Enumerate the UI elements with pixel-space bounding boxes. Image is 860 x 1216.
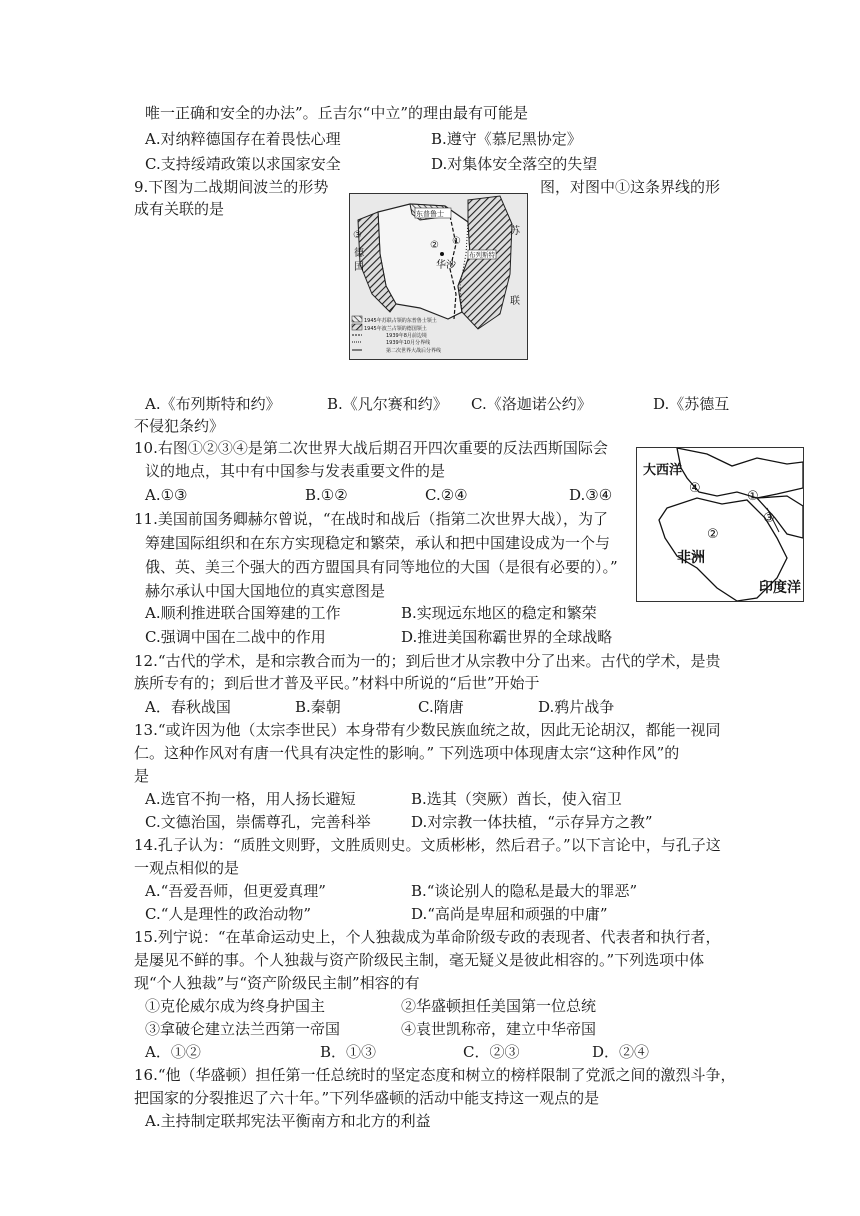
q15-option-b: B．①③ [320, 1043, 377, 1061]
q11-option-c: C.强调中国在二战中的作用 [145, 628, 326, 646]
q16-line2: 把国家的分裂推迟了六十年。”下列华盛顿的活动中能支持这一观点的是 [134, 1089, 600, 1107]
q8-line: 唯一正确和安全的办法”。丘吉尔“中立”的理由最有可能是 [145, 104, 529, 122]
q14-line1: 14.孔子认为：“质胜文则野，文胜质则史。文质彬彬，然后君子。”以下言论中，与孔子这 [134, 836, 721, 854]
label-1: ① [747, 489, 759, 504]
q11-option-a: A.顺利推进联合国筹建的工作 [145, 604, 341, 622]
q16-line1: 16.“他（华盛顿）担任第一任总统时的坚定态度和树立的榜样限制了党派之间的激烈斗争， [134, 1066, 736, 1084]
label-east-prussia: 东普鲁士 [416, 210, 444, 218]
q8-option-b: B.遵守《慕尼黑协定》 [431, 130, 582, 148]
svg-text:第二次世界大战后分界线: 第二次世界大战后分界线 [386, 348, 442, 354]
label-2: ② [707, 527, 719, 542]
poland-map [349, 193, 528, 360]
q13-option-d: D.对宗教一体扶植，“示存异方之教” [411, 813, 653, 831]
label-warsaw: 华沙 [436, 260, 456, 271]
q9-option-a: A.《布列斯特和约》 [145, 395, 281, 413]
q10-option-a: A.①③ [145, 486, 188, 504]
q13-option-a: A.选官不拘一格，用人扬长避短 [145, 790, 356, 808]
q11-line2: 筹建国际组织和在东方实现稳定和繁荣，承认和把中国建设成为一个与 [145, 534, 611, 552]
svg-text:1945年波兰占领的德国领土: 1945年波兰占领的德国领土 [364, 326, 427, 332]
q9-option-b: B.《凡尔赛和约》 [327, 395, 448, 413]
q15-item-1: ①克伦威尔成为终身护国主 [145, 997, 326, 1015]
conference-map-figure [637, 448, 803, 601]
conference-map [636, 447, 804, 602]
label-africa: 非洲 [677, 550, 705, 566]
q15-option-a: A．①② [145, 1043, 201, 1061]
q13-option-b: B.选其（突厥）酋长，使入宿卫 [411, 790, 622, 808]
q11-option-b: B.实现远东地区的稳定和繁荣 [401, 604, 597, 622]
q10-line2: 议的地点，其中有中国参与发表重要文件的是 [145, 462, 446, 480]
label-brest: 布列斯特 [469, 251, 495, 259]
q12-option-c: C.隋唐 [418, 698, 464, 716]
label-guo: 国 [354, 262, 364, 273]
label-de: 德 [354, 248, 364, 259]
q8-option-c: C.支持绥靖政策以求国家安全 [145, 155, 341, 173]
q10-option-c: C.②④ [425, 486, 468, 504]
warsaw-dot [440, 252, 444, 256]
q13-line1: 13.“或许因为他（太宗李世民）本身带有少数民族血统之故，因此无论胡汉，都能一视同 [134, 721, 721, 739]
q11-option-d: D.推进美国称霸世界的全球战略 [401, 628, 613, 646]
q14-option-d: D.“高尚是卑屈和顽强的中庸” [411, 905, 608, 923]
q12-line2: 族所专有的；到后世才普及平民。”材料中所说的“后世”开始于 [134, 674, 540, 692]
q13-line3: 是 [134, 767, 150, 785]
q16-option-a: A.主持制定联邦宪法平衡南方和北方的利益 [145, 1112, 431, 1130]
q8-option-d: D.对集体安全落空的失望 [431, 155, 598, 173]
q10-option-d: D.③④ [569, 486, 613, 504]
q15-line1: 15.列宁说：“在革命运动史上，个人独裁成为革命阶级专政的表现者、代表者和执行者， [134, 928, 721, 946]
label-2: ② [430, 240, 439, 251]
q11-line1: 11.美国前国务卿赫尔曾说，“在战时和战后（指第二次世界大战），为了 [134, 510, 609, 528]
q11-line3: 俄、英、美三个强大的西方盟国具有同等地位的大国（是很有必要的）。” [145, 558, 618, 576]
q12-option-b: B.秦朝 [295, 698, 341, 716]
q11-line4: 赫尔承认中国大国地位的真实意图是 [145, 582, 386, 600]
q15-option-c: C．②③ [463, 1043, 520, 1061]
q8-option-a: A.对纳粹德国存在着畏怯心理 [145, 130, 341, 148]
q14-option-c: C.“人是理性的政治动物” [145, 905, 312, 923]
q14-option-a: A.“吾爱吾师，但更爱真理” [145, 882, 326, 900]
label-4: ④ [689, 481, 701, 496]
q9-option-d-cont: 不侵犯条约》 [134, 417, 225, 435]
label-3: ③ [353, 230, 362, 241]
svg-text:1939年10月分界线: 1939年10月分界线 [386, 340, 431, 346]
q12-option-a: A．春秋战国 [145, 698, 231, 716]
label-su: 苏 [510, 226, 520, 237]
q9-option-d: D.《苏德互 [653, 395, 730, 413]
label-1: ① [452, 236, 461, 247]
q9-stem-line2: 成有关联的是 [134, 200, 225, 218]
label-indian-ocean: 印度洋 [759, 580, 801, 596]
q15-item-4: ④袁世凯称帝，建立中华帝国 [401, 1020, 597, 1038]
q15-line3: 现“个人独裁”与“资产阶级民主制”相容的有 [134, 974, 420, 992]
q15-item-3: ③拿破仑建立法兰西第一帝国 [145, 1020, 341, 1038]
q10-line1: 10.右图①②③④是第二次世界大战后期召开四次重要的反法西斯国际会 [134, 439, 608, 457]
q13-line2: 仁。这种作风对有唐一代具有决定性的影响。” 下列选项中体现唐太宗“这种作风”的 [134, 744, 680, 762]
q15-item-2: ②华盛顿担任美国第一位总统 [401, 997, 597, 1015]
q15-line2: 是屡见不鲜的事。个人独裁与资产阶级民主制，毫无疑义是彼此相容的。”下列选项中体 [134, 951, 705, 969]
q10-option-b: B.①② [305, 486, 348, 504]
svg-text:1945年苏联占领的东普鲁士领土: 1945年苏联占领的东普鲁士领土 [364, 318, 437, 324]
label-3: ③ [763, 511, 775, 526]
q9-stem-right: 图，对图中①这条界线的形 [540, 178, 721, 196]
q12-line1: 12.“古代的学术，是和宗教合而为一的；到后世才从宗教中分了出来。古代的学术，是贵 [134, 652, 721, 670]
svg-text:1939年8月前边境: 1939年8月前边境 [386, 333, 427, 339]
q9-stem-left: 9.下图为二战期间波兰的形势 [134, 178, 329, 196]
q14-line2: 一观点相似的是 [134, 859, 240, 877]
q15-option-d: D．②④ [592, 1043, 650, 1061]
q9-option-c: C.《洛迦诺公约》 [471, 395, 592, 413]
label-lian: 联 [510, 296, 520, 307]
q12-option-d: D.鸦片战争 [538, 698, 615, 716]
q13-option-c: C.文德治国，崇儒尊孔，完善科举 [145, 813, 371, 831]
label-atlantic-1: 大西洋 [643, 463, 683, 478]
poland-map-figure [350, 194, 527, 359]
q14-option-b: B.“谈论别人的隐私是最大的罪恶” [411, 882, 638, 900]
